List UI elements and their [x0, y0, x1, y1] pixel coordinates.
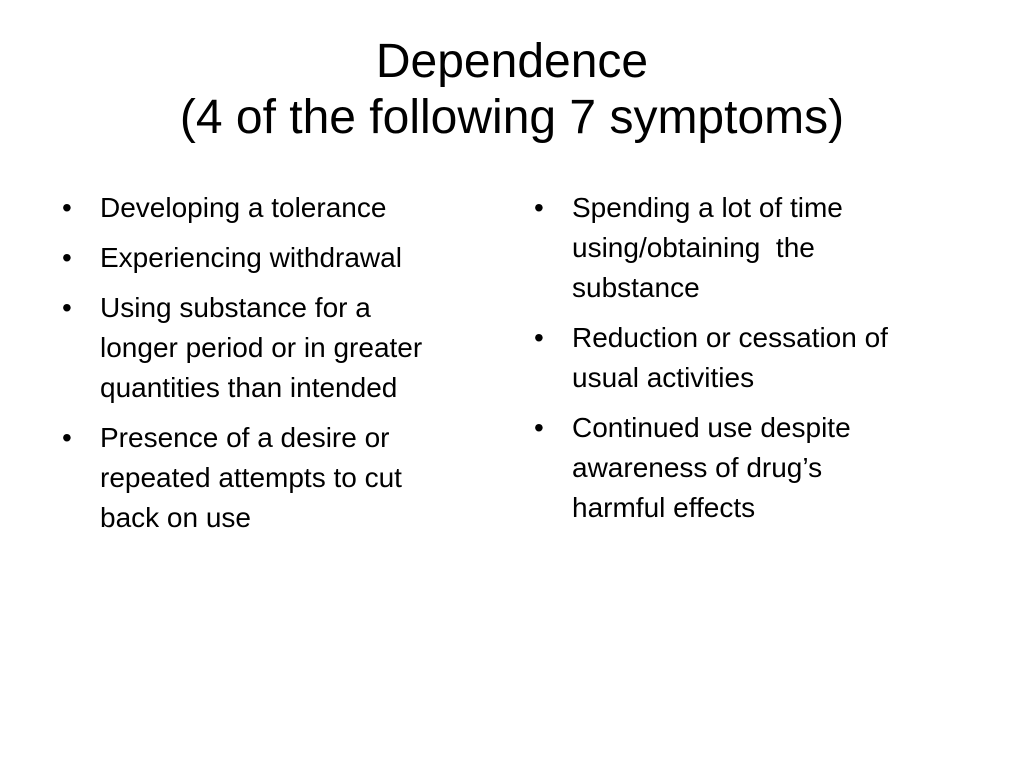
bullet-text-line: Reduction or cessation of	[572, 322, 888, 353]
bullet-text-line: Presence of a desire or	[100, 422, 390, 453]
bullet-text-line: Experiencing withdrawal	[100, 242, 402, 273]
bullet-text-line: quantities than intended	[100, 372, 398, 403]
bullet-text-line: back on use	[100, 502, 251, 533]
bullet-text-line: Continued use despite	[572, 412, 851, 443]
bullet-item	[532, 408, 972, 528]
bullet-text-line: Using substance for a	[100, 292, 371, 323]
bullet-text-line: longer period or in greater	[100, 332, 423, 363]
bullet-dot: •	[62, 422, 72, 453]
bullet-text-line: Developing a tolerance	[100, 192, 387, 223]
title-line-2: (4 of the following 7 symptoms)	[179, 91, 845, 144]
bullet-dot: •	[534, 192, 544, 223]
bullet-dot: •	[534, 322, 544, 353]
bullet-text-line: awareness of drug’s	[572, 452, 823, 483]
bullet-item	[60, 418, 510, 538]
bullet-item	[60, 288, 510, 408]
bullet-item	[60, 238, 510, 278]
bullet-text-line: usual activities	[572, 362, 755, 393]
bullet-item	[60, 188, 510, 228]
slide-title	[0, 34, 1024, 146]
bullet-text-line: repeated attempts to cut	[100, 462, 402, 493]
bullet-dot: •	[62, 242, 72, 273]
right-bullet-list	[532, 188, 972, 538]
left-bullet-list	[60, 188, 510, 548]
bullet-text-line: Spending a lot of time	[572, 192, 843, 223]
bullet-text-line: using/obtaining the	[572, 232, 815, 263]
bullet-dot: •	[534, 412, 544, 443]
bullet-dot: •	[62, 292, 72, 323]
bullet-item	[532, 188, 972, 308]
bullet-dot: •	[62, 192, 72, 223]
bullet-text-line: harmful effects	[572, 492, 756, 523]
bullet-text-line: substance	[572, 272, 700, 303]
title-line-1: Dependence	[375, 35, 649, 88]
bullet-item	[532, 318, 972, 398]
